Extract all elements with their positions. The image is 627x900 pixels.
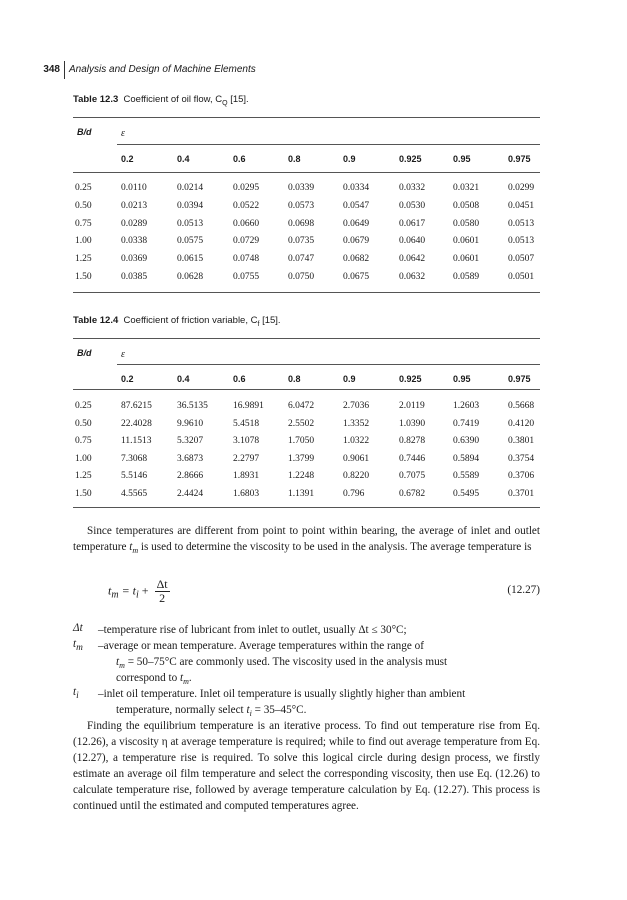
table-cell: 2.2797 — [233, 453, 260, 464]
def-symbol-tm — [73, 638, 83, 653]
equation-12-27 — [108, 578, 170, 605]
table-cell: 0.0589 — [453, 272, 480, 282]
caption-text: Coefficient of oil flow, C — [123, 94, 223, 105]
table-cell: 0.0295 — [233, 183, 260, 193]
def-symbol-ti — [73, 686, 79, 701]
table-12-3 — [73, 117, 540, 293]
table-cell: 2.0119 — [399, 401, 425, 411]
bd-value: 1.00 — [75, 236, 92, 247]
table-rule-bottom — [73, 292, 540, 293]
table-cell: 0.0332 — [399, 183, 426, 193]
table-cell: 0.0339 — [288, 183, 315, 193]
table-cell: 0.0321 — [453, 183, 480, 193]
table-cell: 0.0451 — [508, 200, 535, 211]
def-tm-cont-2: correspond to $t_m$. — [116, 672, 192, 687]
def-tm-cont-1: $t_m = 50-75^\circ C$ are commonly used. The viscosity used in the analysis must — [116, 656, 448, 671]
table-cell: 0.0507 — [508, 254, 535, 265]
table-cell: 0.0394 — [177, 200, 204, 211]
bd-value: 1.50 — [75, 489, 92, 499]
def-symbol-tm-sub: m — [76, 643, 83, 654]
table-12-4-caption — [73, 315, 281, 328]
table-cell: 0.0628 — [177, 272, 204, 282]
intro-paragraph: Since temperatures are different from point to point within bearing, the average of inlet and outlet temperature $t_m$ is used to determine the viscosity to be used in the analysis. The average temperature is — [73, 525, 540, 556]
table-cell: 1.0390 — [399, 418, 426, 429]
bd-value: 0.50 — [75, 418, 92, 429]
epsilon-value-header: 0.6 — [233, 374, 246, 384]
table-cell: 0.0501 — [508, 272, 535, 282]
bd-value: 0.25 — [75, 183, 92, 193]
table-cell: 3.6873 — [177, 453, 204, 464]
table-12-3-caption — [73, 94, 249, 107]
running-title: Analysis and Design of Machine Elements — [69, 64, 256, 75]
table-rule-top — [73, 117, 540, 118]
table-label: Table 12.4 — [73, 315, 119, 326]
table-cell: 0.0632 — [399, 272, 426, 282]
table-cell: 22.4028 — [121, 418, 152, 429]
table-cell: 1.2603 — [453, 401, 480, 411]
epsilon-value-header: 0.6 — [233, 154, 246, 164]
table-cell: 9.9610 — [177, 418, 204, 429]
final-paragraph — [73, 718, 540, 814]
table-rule-mid — [73, 172, 540, 173]
epsilon-value-header: 0.8 — [288, 154, 301, 164]
caption-suffix: [15]. — [259, 315, 281, 326]
bd-value: 0.75 — [75, 218, 92, 229]
epsilon-value-header: 0.925 — [399, 154, 422, 164]
table-cell: 2.4424 — [177, 489, 204, 499]
table-cell: 6.0472 — [288, 401, 315, 411]
table-cell: 0.0289 — [121, 218, 148, 229]
table-cell: 0.5668 — [508, 401, 535, 411]
epsilon-value-header: 0.2 — [121, 374, 134, 384]
intro-text-b: is used to determine the viscosity to be used in the analysis. The average temperature is — [138, 541, 532, 553]
table-cell: 2.7036 — [343, 401, 370, 411]
table-cell: 0.0682 — [343, 254, 370, 265]
caption-suffix: [15]. — [227, 94, 249, 105]
table-rule-top — [73, 338, 540, 339]
epsilon-value-header: 0.9 — [343, 154, 356, 164]
table-cell: 0.0735 — [288, 236, 315, 247]
eq-lhs: t — [108, 583, 112, 598]
header-divider — [64, 61, 65, 79]
table-cell: 0.0675 — [343, 272, 370, 282]
table-cell: 0.0698 — [288, 218, 315, 229]
epsilon-value-header: 0.9 — [343, 374, 356, 384]
def-symbol-dt: Δt — [73, 622, 83, 634]
table-cell: 0.0640 — [399, 236, 426, 247]
table-cell: 0.6782 — [399, 489, 426, 499]
bd-value: 1.00 — [75, 453, 92, 464]
table-cell: 0.0522 — [233, 200, 260, 211]
table-cell: 1.0322 — [343, 436, 370, 447]
eq-fraction — [155, 578, 170, 605]
bd-value: 1.25 — [75, 471, 92, 482]
bd-value: 0.25 — [75, 401, 92, 411]
bd-value: 1.50 — [75, 272, 92, 282]
epsilon-value-header: 0.925 — [399, 374, 422, 384]
bd-value: 0.50 — [75, 200, 92, 211]
table-cell: 0.0513 — [177, 218, 204, 229]
final-text: Finding the equilibrium temperature is an iterative process. To find out temperature rise from Eq. (12.26), a viscosity η at average temperature is required; while to find out average temperature from Eq. (12.27), a temperature rise is required. To solve this logical circle during design process, we firstly estimate an average oil film temperature and select the corresponding viscosity, then use Eq. (12.26) to calculate temperature rise, followed by average temperature calculation by Eq. (12.27). This process is continued until the estimated and computed temperatures agree. — [73, 720, 540, 812]
table-cell: 1.8931 — [233, 471, 260, 482]
column-header-epsilon: ε — [121, 128, 125, 139]
table-cell: 0.0755 — [233, 272, 260, 282]
eq-numerator: Δt — [156, 577, 168, 591]
table-rule-mid — [73, 389, 540, 390]
table-cell: 1.3799 — [288, 453, 315, 464]
eq-denominator: 2 — [159, 591, 166, 605]
def-ti-text: –inlet oil temperature. Inlet oil temperature is usually slightly higher than ambient — [98, 688, 466, 700]
table-cell: 0.0513 — [508, 236, 535, 247]
table-cell: 0.0617 — [399, 218, 426, 229]
def-symbol-ti-sub: i — [76, 691, 79, 702]
row-header: B/d — [77, 348, 92, 358]
table-cell: 0.796 — [343, 489, 365, 499]
caption-subscript: f — [257, 320, 260, 328]
epsilon-value-header: 0.4 — [177, 374, 190, 384]
table-cell: 0.0660 — [233, 218, 260, 229]
epsilon-value-header: 0.95 — [453, 374, 471, 384]
def-tm-cont-text: = 50–75°C are commonly used. The viscosity used in the analysis must — [124, 656, 448, 668]
table-cell: 0.0508 — [453, 200, 480, 211]
bd-value: 1.25 — [75, 254, 92, 265]
table-cell: 5.5146 — [121, 471, 148, 482]
column-header-epsilon: ε — [121, 349, 125, 360]
eq-mid-sub: i — [136, 589, 139, 601]
row-header: B/d — [77, 127, 92, 137]
def-ti-cont-text: temperature, normally select — [116, 704, 247, 716]
epsilon-value-header: 0.95 — [453, 154, 471, 164]
table-cell: 2.8666 — [177, 471, 204, 482]
table-cell: 7.3068 — [121, 453, 148, 464]
epsilon-value-header: 0.975 — [508, 154, 531, 164]
table-cell: 0.3801 — [508, 436, 535, 447]
def-ti-cont-val: = 35–45°C. — [251, 704, 307, 716]
table-cell: 0.4120 — [508, 418, 535, 429]
table-cell: 0.0299 — [508, 183, 535, 193]
table-cell: 0.3706 — [508, 471, 535, 482]
caption-subscript: Q — [222, 99, 228, 107]
def-tm-text: –average or mean temperature. Average temperatures within the range of — [98, 640, 424, 652]
table-cell: 0.7446 — [399, 453, 426, 464]
table-cell: 0.0530 — [399, 200, 426, 211]
table-cell: 0.0369 — [121, 254, 148, 265]
table-cell: 5.3207 — [177, 436, 204, 447]
def-tm-cont-text-b: correspond to — [116, 672, 181, 684]
table-cell: 1.7050 — [288, 436, 315, 447]
table-cell: 3.1078 — [233, 436, 260, 447]
def-symbol-ti-base: t — [73, 686, 77, 698]
epsilon-value-header: 0.8 — [288, 374, 301, 384]
table-cell: 0.0513 — [508, 218, 535, 229]
caption-text: Coefficient of friction variable, C — [123, 315, 258, 326]
table-cell: 1.1391 — [288, 489, 315, 499]
table-cell: 0.0747 — [288, 254, 315, 265]
table-cell: 0.0573 — [288, 200, 315, 211]
table-cell: 2.5502 — [288, 418, 315, 429]
table-cell: 0.0110 — [121, 183, 147, 193]
table-cell: 5.4518 — [233, 418, 260, 429]
table-cell: 0.6390 — [453, 436, 480, 447]
table-cell: 0.0679 — [343, 236, 370, 247]
table-cell: 0.0748 — [233, 254, 260, 265]
table-cell: 0.0580 — [453, 218, 480, 229]
table-cell: 0.5495 — [453, 489, 480, 499]
bd-value: 0.75 — [75, 436, 92, 447]
table-cell: 0.0334 — [343, 183, 370, 193]
epsilon-value-header: 0.2 — [121, 154, 134, 164]
table-cell: 0.0214 — [177, 183, 204, 193]
epsilon-value-header: 0.4 — [177, 154, 190, 164]
intro-text-a: Since temperatures are different from point to point within bearing, the average of inlet and outlet temperature — [73, 525, 540, 553]
table-cell: 0.5589 — [453, 471, 480, 482]
table-rule-sub — [117, 364, 540, 365]
table-cell: 1.3352 — [343, 418, 370, 429]
table-cell: 0.9061 — [343, 453, 370, 464]
table-cell: 36.5135 — [177, 401, 208, 411]
table-cell: 0.0547 — [343, 200, 370, 211]
eq-plus: + — [138, 583, 152, 598]
table-cell: 0.0385 — [121, 272, 148, 282]
table-cell: 0.8278 — [399, 436, 426, 447]
table-cell: 0.3754 — [508, 453, 535, 464]
table-cell: 0.7075 — [399, 471, 426, 482]
table-cell: 0.0642 — [399, 254, 426, 265]
table-rule-sub — [117, 144, 540, 145]
table-cell: 1.2248 — [288, 471, 315, 482]
table-cell: 0.3701 — [508, 489, 535, 499]
page-number: 348 — [43, 64, 60, 75]
eq-lhs-sub: m — [111, 589, 119, 601]
table-cell: 0.0601 — [453, 236, 480, 247]
def-dt-text: –temperature rise of lubricant from inlet to outlet, usually Δt ≤ 30°C; — [98, 624, 407, 636]
table-label: Table 12.3 — [73, 94, 119, 105]
def-ti-cont: temperature, normally select $t_i = 35-45^\circ C$. — [116, 704, 307, 719]
table-12-4 — [73, 338, 540, 508]
table-cell: 0.5894 — [453, 453, 480, 464]
table-cell: 0.8220 — [343, 471, 370, 482]
epsilon-value-header: 0.975 — [508, 374, 531, 384]
table-cell: 16.9891 — [233, 401, 264, 411]
table-cell: 87.6215 — [121, 401, 152, 411]
table-cell: 11.1513 — [121, 436, 152, 447]
table-cell: 0.0615 — [177, 254, 204, 265]
def-symbol-tm-base: t — [73, 638, 77, 650]
eq-mid: = t — [118, 583, 137, 598]
table-rule-bottom — [73, 507, 540, 508]
table-cell: 0.0750 — [288, 272, 315, 282]
table-cell: 1.6803 — [233, 489, 260, 499]
table-cell: 0.0338 — [121, 236, 148, 247]
table-cell: 0.0601 — [453, 254, 480, 265]
table-cell: 0.0649 — [343, 218, 370, 229]
table-cell: 4.5565 — [121, 489, 148, 499]
table-cell: 0.0729 — [233, 236, 260, 247]
table-cell: 0.0213 — [121, 200, 148, 211]
equation-number: (12.27) — [507, 584, 540, 596]
table-cell: 0.7419 — [453, 418, 480, 429]
table-cell: 0.0575 — [177, 236, 204, 247]
